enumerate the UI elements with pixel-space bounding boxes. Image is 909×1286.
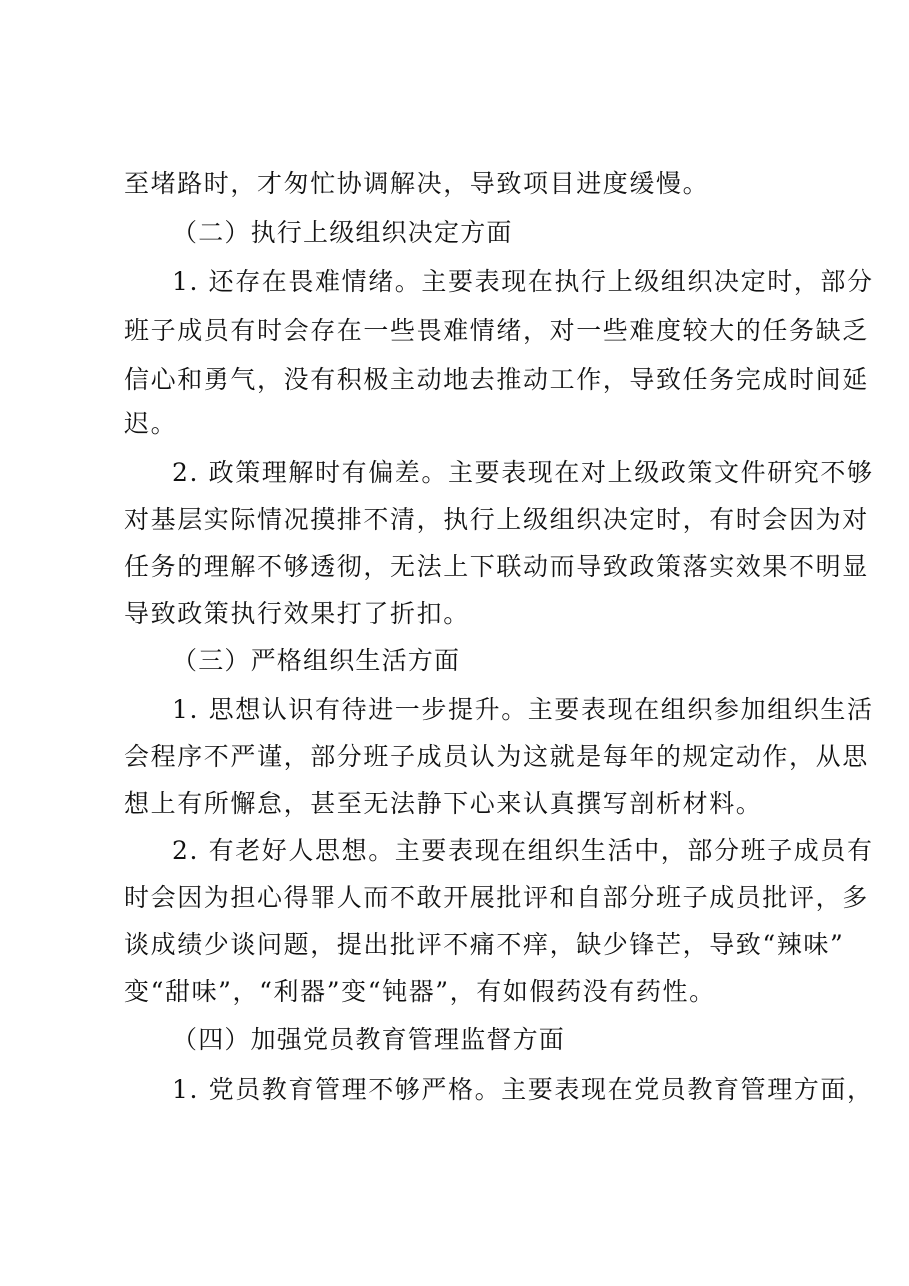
section-heading-4: （四）加强党员教育管理监督方面 — [172, 1025, 566, 1054]
paragraph-line: 对基层实际情况摸排不清，执行上级组织决定时，有时会因为对 — [124, 505, 869, 534]
paragraph-line: 1. 党员教育管理不够严格。主要表现在党员教育管理方面， — [172, 1075, 874, 1104]
paragraph-line: 会程序不严谨，部分班子成员认为这就是每年的规定动作，从思 — [124, 742, 869, 771]
paragraph-line: 时会因为担心得罪人而不敢开展批评和自部分班子成员批评，多 — [124, 883, 869, 912]
paragraph-line: 导致政策执行效果打了折扣。 — [124, 599, 470, 628]
paragraph-line: 1. 思想认识有待进一步提升。主要表现在组织参加组织生活 — [172, 695, 874, 724]
paragraph-line: 至堵路时，才匆忙协调解决，导致项目进度缓慢。 — [124, 169, 710, 198]
paragraph-line: 迟。 — [124, 409, 178, 438]
paragraph-line: 谈成绩少谈问题，提出批评不痛不痒，缺少锋芒，导致“辣味” — [124, 930, 845, 959]
paragraph-line: 1. 还存在畏难情绪。主要表现在执行上级组织决定时，部分 — [172, 267, 874, 296]
paragraph-line: 变“甜味”，“利器”变“钝器”，有如假药没有药性。 — [124, 977, 716, 1006]
paragraph-line: 任务的理解不够透彻，无法上下联动而导致政策落实效果不明显 — [124, 552, 869, 581]
paragraph-line: 2. 有老好人思想。主要表现在组织生活中，部分班子成员有 — [172, 836, 874, 865]
paragraph-line: 想上有所懈怠，甚至无法静下心来认真撰写剖析材料。 — [124, 789, 763, 818]
section-heading-3: （三）严格组织生活方面 — [172, 646, 461, 675]
paragraph-line: 班子成员有时会存在一些畏难情绪，对一些难度较大的任务缺乏 — [124, 316, 869, 345]
paragraph-line: 信心和勇气，没有积极主动地去推动工作，导致任务完成时间延 — [124, 365, 869, 394]
section-heading-2: （二）执行上级组织决定方面 — [172, 218, 513, 247]
paragraph-line: 2. 政策理解时有偏差。主要表现在对上级政策文件研究不够 — [172, 458, 874, 487]
